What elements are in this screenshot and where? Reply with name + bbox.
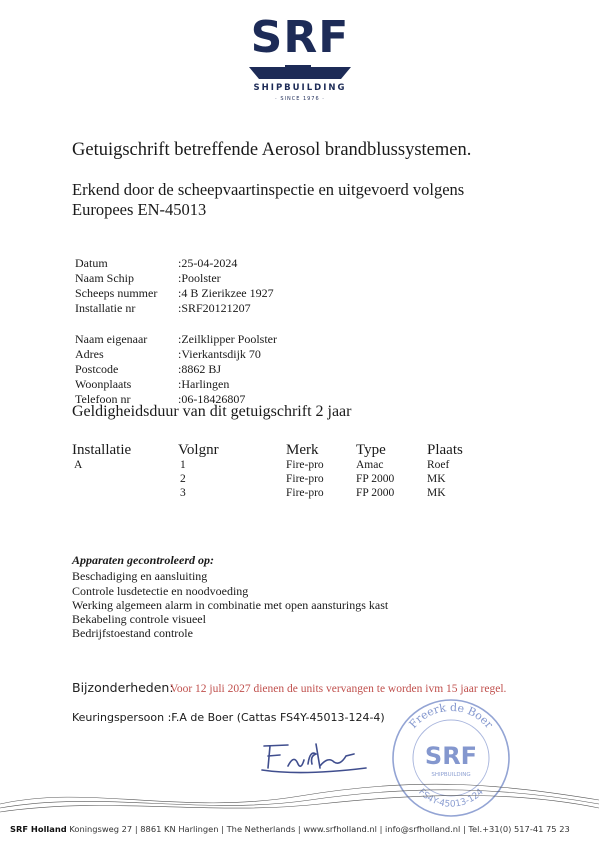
srf-logo [235, 10, 365, 100]
subtitle-line-2: Europees EN-45013 [72, 200, 207, 219]
table-cell: Amac [356, 459, 384, 471]
stamp-code: FS4Y-45013-124 [416, 787, 486, 810]
table-cell: Fire-pro [286, 487, 324, 499]
document-subtitle [72, 180, 542, 220]
table-cell: MK [427, 487, 446, 499]
check-item: Controle lusdetectie en noodvoeding [72, 584, 249, 598]
table-cell: Fire-pro [286, 459, 324, 471]
table-header-plaats: Plaats [427, 442, 463, 458]
footer-company: SRF Holland [10, 824, 67, 834]
ship-info-label: Scheeps nummer [75, 286, 158, 300]
table-cell: 2 [180, 473, 186, 485]
check-item: Werking algemeen alarm in combinatie met open aansturings kast [72, 598, 389, 612]
footer-wave-decoration [0, 782, 599, 816]
stamp-sub: SHIPBUILDING [431, 772, 471, 778]
stamp-name: Freerk de Boer [406, 700, 496, 731]
check-item: Bedrijfstoestand controle [72, 626, 193, 640]
document-title: Getuigschrift betreffende Aerosol brandblussystemen. [72, 140, 472, 160]
table-cell: MK [427, 473, 446, 485]
subtitle-line-1: Erkend door de scheepvaartinspectie en uitgevoerd volgens [72, 180, 465, 199]
table-cell: Roef [427, 459, 450, 471]
owner-info-value: :Zeilklipper Poolster [178, 332, 277, 346]
table-cell: Fire-pro [286, 473, 324, 485]
ship-info-value: :25-04-2024 [178, 256, 238, 270]
table-cell: FP 2000 [356, 473, 395, 485]
ship-hull-icon [245, 65, 355, 85]
check-item: Beschadiging en aansluiting [72, 569, 208, 583]
remarks-label: Bijzonderheden: [72, 680, 174, 695]
table-cell: A [74, 459, 83, 471]
table-header-volgnr: Volgnr [178, 442, 219, 458]
owner-info-label: Woonplaats [75, 377, 132, 391]
table-header-type: Type [356, 442, 386, 458]
owner-info-label: Adres [75, 347, 104, 361]
table-cell: 1 [180, 459, 186, 471]
ship-info-label: Naam Schip [75, 271, 134, 285]
svg-text:Freerk de Boer [407, 701, 496, 732]
ship-info-value: :4 B Zierikzee 1927 [178, 286, 274, 300]
ship-info-value: :SRF20121207 [178, 301, 251, 315]
owner-info-value: :Harlingen [178, 377, 230, 391]
logo-subtitle: SHIPBUILDING [253, 83, 347, 93]
table-header-installatie: Installatie [72, 442, 132, 458]
table-cell: 3 [180, 487, 186, 499]
handwritten-signature [258, 736, 370, 776]
owner-info-label: Postcode [75, 362, 119, 376]
owner-info-value: :06-18426807 [178, 392, 246, 406]
owner-info-value: :8862 BJ [178, 362, 222, 376]
ship-info-value: :Poolster [178, 271, 221, 285]
logo-letters: SRF [250, 12, 350, 63]
ship-info-label: Installatie nr [75, 301, 136, 315]
footer-details: Koningsweg 27 | 8861 KN Harlingen | The Netherlands | www.srfholland.nl | info@srfholland.nl | Tel.+31(0) 517-41 75 23 [66, 824, 570, 834]
ship-info-label: Datum [75, 256, 108, 270]
inspector-line: Keuringspersoon :F.A de Boer (Cattas FS4Y-45013-124-4) [72, 711, 385, 724]
checks-title: Apparaten gecontroleerd op: [72, 553, 214, 567]
owner-info-label: Naam eigenaar [75, 332, 148, 346]
footer-contact [10, 824, 570, 834]
owner-info-value: :Vierkantsdijk 70 [178, 347, 261, 361]
stamp-letters: SRF [424, 742, 478, 770]
validity-statement: Geldigheidsduur van dit getuigschrift 2 jaar [72, 403, 352, 420]
table-header-merk: Merk [286, 442, 319, 458]
table-cell: FP 2000 [356, 487, 395, 499]
owner-info-label: Telefoon nr [75, 392, 131, 406]
logo-since: · SINCE 1976 · [275, 96, 325, 102]
check-item: Bekabeling controle visueel [72, 612, 206, 626]
remarks-text: Voor 12 juli 2027 dienen de units vervangen te worden ivm 15 jaar regel. [170, 683, 507, 695]
